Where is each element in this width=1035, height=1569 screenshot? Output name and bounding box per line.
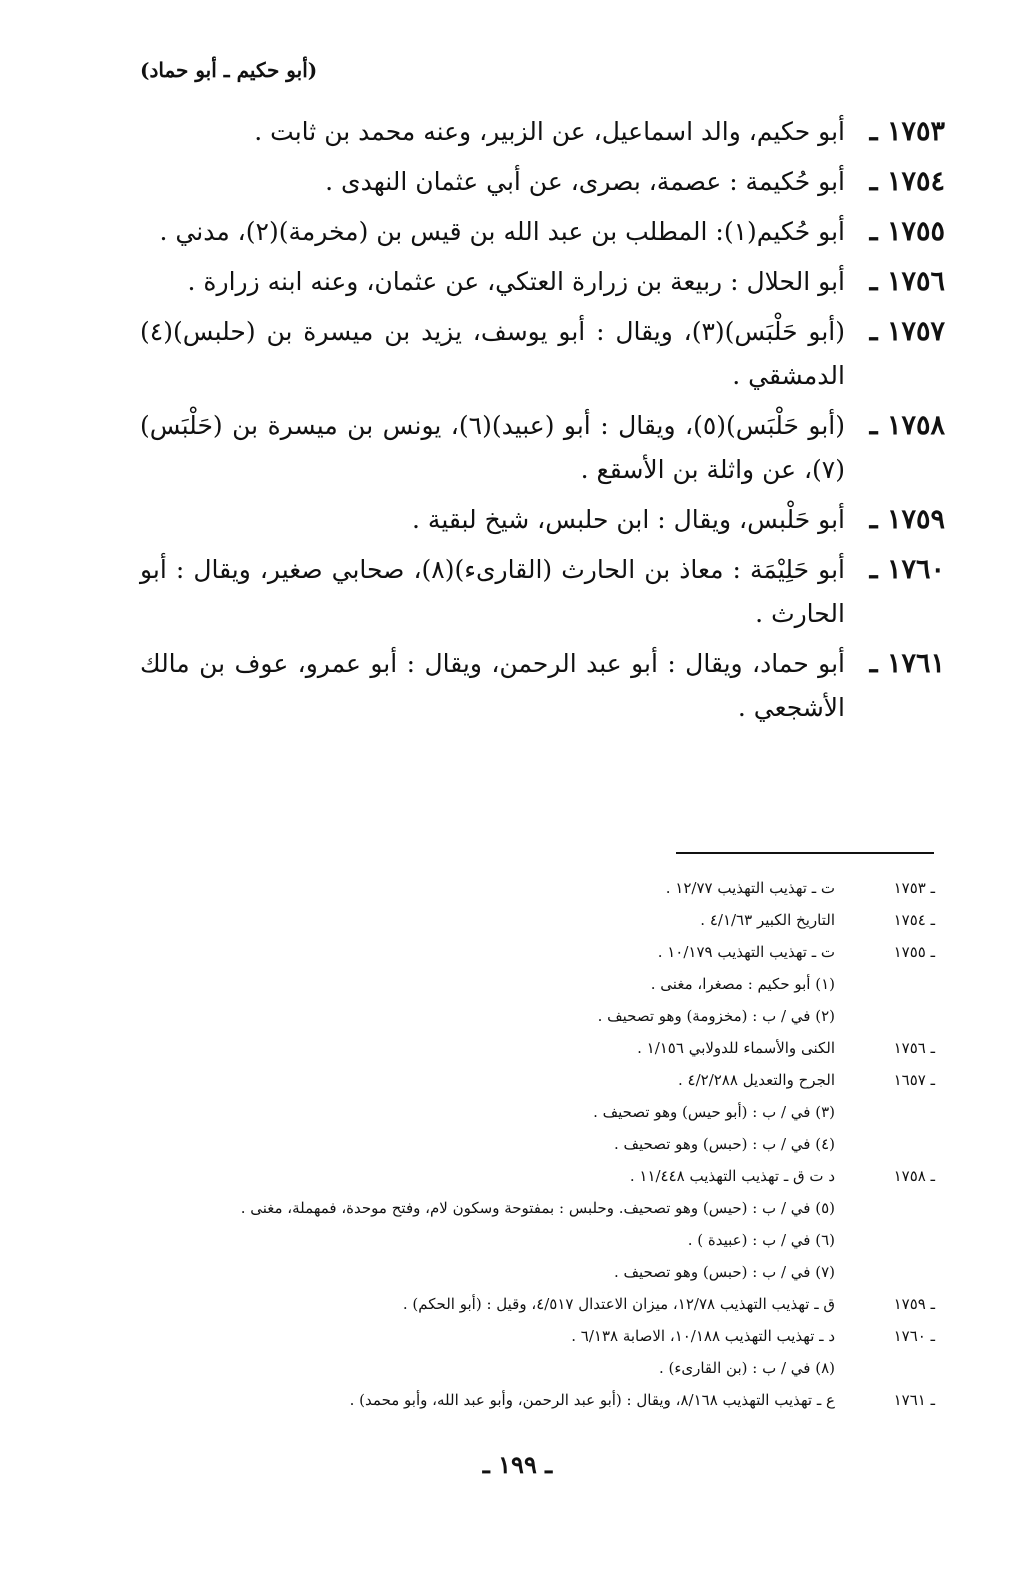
entry-number: ١٧٥٧ ـ [869,316,945,347]
page-number: ـ ١٩٩ ـ [482,1450,553,1479]
entry-text: أبو حماد، ويقال : أبو عبد الرحمن، ويقال : أبو عمرو، عوف بن مالك الأشجعي . [140,649,845,722]
entry-text: (أبو حَلْبَس)(٣)، ويقال : أبو يوسف، يزيد بن ميسرة بن (حلبس)(٤) الدمشقي . [140,317,845,390]
footnote [135,936,935,968]
footnote [135,1352,935,1384]
footnote-text: (٦) في / ب : (عبيدة ) . [687,1231,835,1249]
entry-number: ١٧٦١ ـ [869,648,945,679]
entry-text: أبو الحلال : ربيعة بن زرارة العتكي، عن عثمان، وعنه ابنه زرارة . [187,267,845,296]
footnote-text: التاريخ الكبير ٤/١/٦٣ . [700,911,835,929]
footnote-text: الجرح والتعديل ٤/٢/٢٨٨ . [677,1071,835,1089]
entry-number: ١٧٥٩ ـ [869,504,945,535]
footnote-number: ـ ١٦٥٧ [893,1071,935,1089]
entry-text: أبو حُكيمة : عصمة، بصرى، عن أبي عثمان النهدى . [325,167,845,196]
entry-text: أبو حَلِيْمَة : معاذ بن الحارث (القارىء)(٨)، صحابي صغير، ويقال : أبو الحارث . [140,555,845,628]
footnote-text: (١) أبو حكيم : مصغرا، مغنى . [650,975,835,993]
footnote [135,904,935,936]
footnote-text: (٢) في / ب : (مخزومة) وهو تصحيف . [597,1007,835,1025]
entry-text: أبو حُكيم(١): المطلب بن عبد الله بن قيس بن (مخرمة)(٢)، مدني . [159,217,845,246]
footnote-number: ـ ١٧٥٦ [893,1039,935,1057]
entry [140,498,945,542]
footnote-divider [676,852,934,854]
footnote-text: الكنى والأسماء للدولابي ١/١٥٦ . [637,1039,835,1057]
footnote-text: (٣) في / ب : (أبو حيس) وهو تصحيف . [593,1103,835,1121]
footnote [135,1192,935,1224]
footnote [135,872,935,904]
footnote-number: ـ ١٧٥٤ [893,911,935,929]
footnote [135,1256,935,1288]
footnote [135,968,935,1000]
footnote-number: ـ ١٧٥٨ [893,1167,935,1185]
entry-number: ١٧٦٠ ـ [869,554,945,585]
running-header: (أبو حكيم ـ أبو حماد) [140,58,318,82]
footnote-number: ـ ١٧٦١ [893,1391,935,1409]
footnote [135,1320,935,1352]
footnote-text: (٧) في / ب : (حبس) وهو تصحيف . [613,1263,835,1281]
entry [140,260,945,304]
entry [140,548,945,636]
footnote-text: د ت ق ـ تهذيب التهذيب ١١/٤٤٨ . [629,1167,835,1185]
entry-number: ١٧٥٣ ـ [869,116,945,147]
footnote-text: ت ـ تهذيب التهذيب ١٠/١٧٩ . [657,943,835,961]
footnote [135,1096,935,1128]
entry-number: ١٧٥٥ ـ [869,216,945,247]
footnote-text: ت ـ تهذيب التهذيب ١٢/٧٧ . [665,879,835,897]
entry [140,210,945,254]
footnote [135,1032,935,1064]
footnote-text: (٤) في / ب : (حبس) وهو تصحيف . [613,1135,835,1153]
footnote-text: (٨) في / ب : (بن القارىء) . [658,1359,835,1377]
footnote [135,1384,935,1416]
footnote-number: ـ ١٧٥٣ [893,879,935,897]
entry-text: (أبو حَلْبَس)(٥)، ويقال : أبو (عبيد)(٦)، يونس بن ميسرة بن (حَلْبَس)(٧)، عن واثلة بن الأسقع . [140,411,845,484]
footnote-number: ـ ١٧٥٩ [893,1295,935,1313]
entry [140,310,945,398]
footnote-text: د ـ تهذيب التهذيب ١٠/١٨٨، الاصابة ٦/١٣٨ . [571,1327,835,1345]
footnote [135,1000,935,1032]
entry [140,404,945,492]
entry-number: ١٧٥٤ ـ [869,166,945,197]
entry-number: ١٧٥٨ ـ [869,410,945,441]
footnote [135,1064,935,1096]
footnote-number: ـ ١٧٥٥ [893,943,935,961]
entries-list [140,110,945,736]
entry-text: أبو حكيم، والد اسماعيل، عن الزبير، وعنه محمد بن ثابت . [254,117,845,146]
footnote-text: ق ـ تهذيب التهذيب ١٢/٧٨، ميزان الاعتدال ٤/٥١٧، وقيل : (أبو الحكم) . [402,1295,835,1313]
entry [140,160,945,204]
footnote-number: ـ ١٧٦٠ [893,1327,935,1345]
entry-number: ١٧٥٦ ـ [869,266,945,297]
footnote [135,1160,935,1192]
entry-text: أبو حَلْبس، ويقال : ابن حلبس، شيخ لبقية . [412,505,845,534]
footnote [135,1128,935,1160]
footnotes-list [135,872,935,1416]
footnote-text: (٥) في / ب : (حيس) وهو تصحيف. وحلبس : بمفتوحة وسكون لام، وفتح موحدة، فمهملة، مغنى . [240,1199,835,1217]
entry [140,642,945,730]
footnote-text: ع ـ تهذيب التهذيب ٨/١٦٨، ويقال : (أبو عبد الرحمن، وأبو عبد الله، وأبو محمد) . [349,1391,835,1409]
footnote [135,1288,935,1320]
entry [140,110,945,154]
footnote [135,1224,935,1256]
